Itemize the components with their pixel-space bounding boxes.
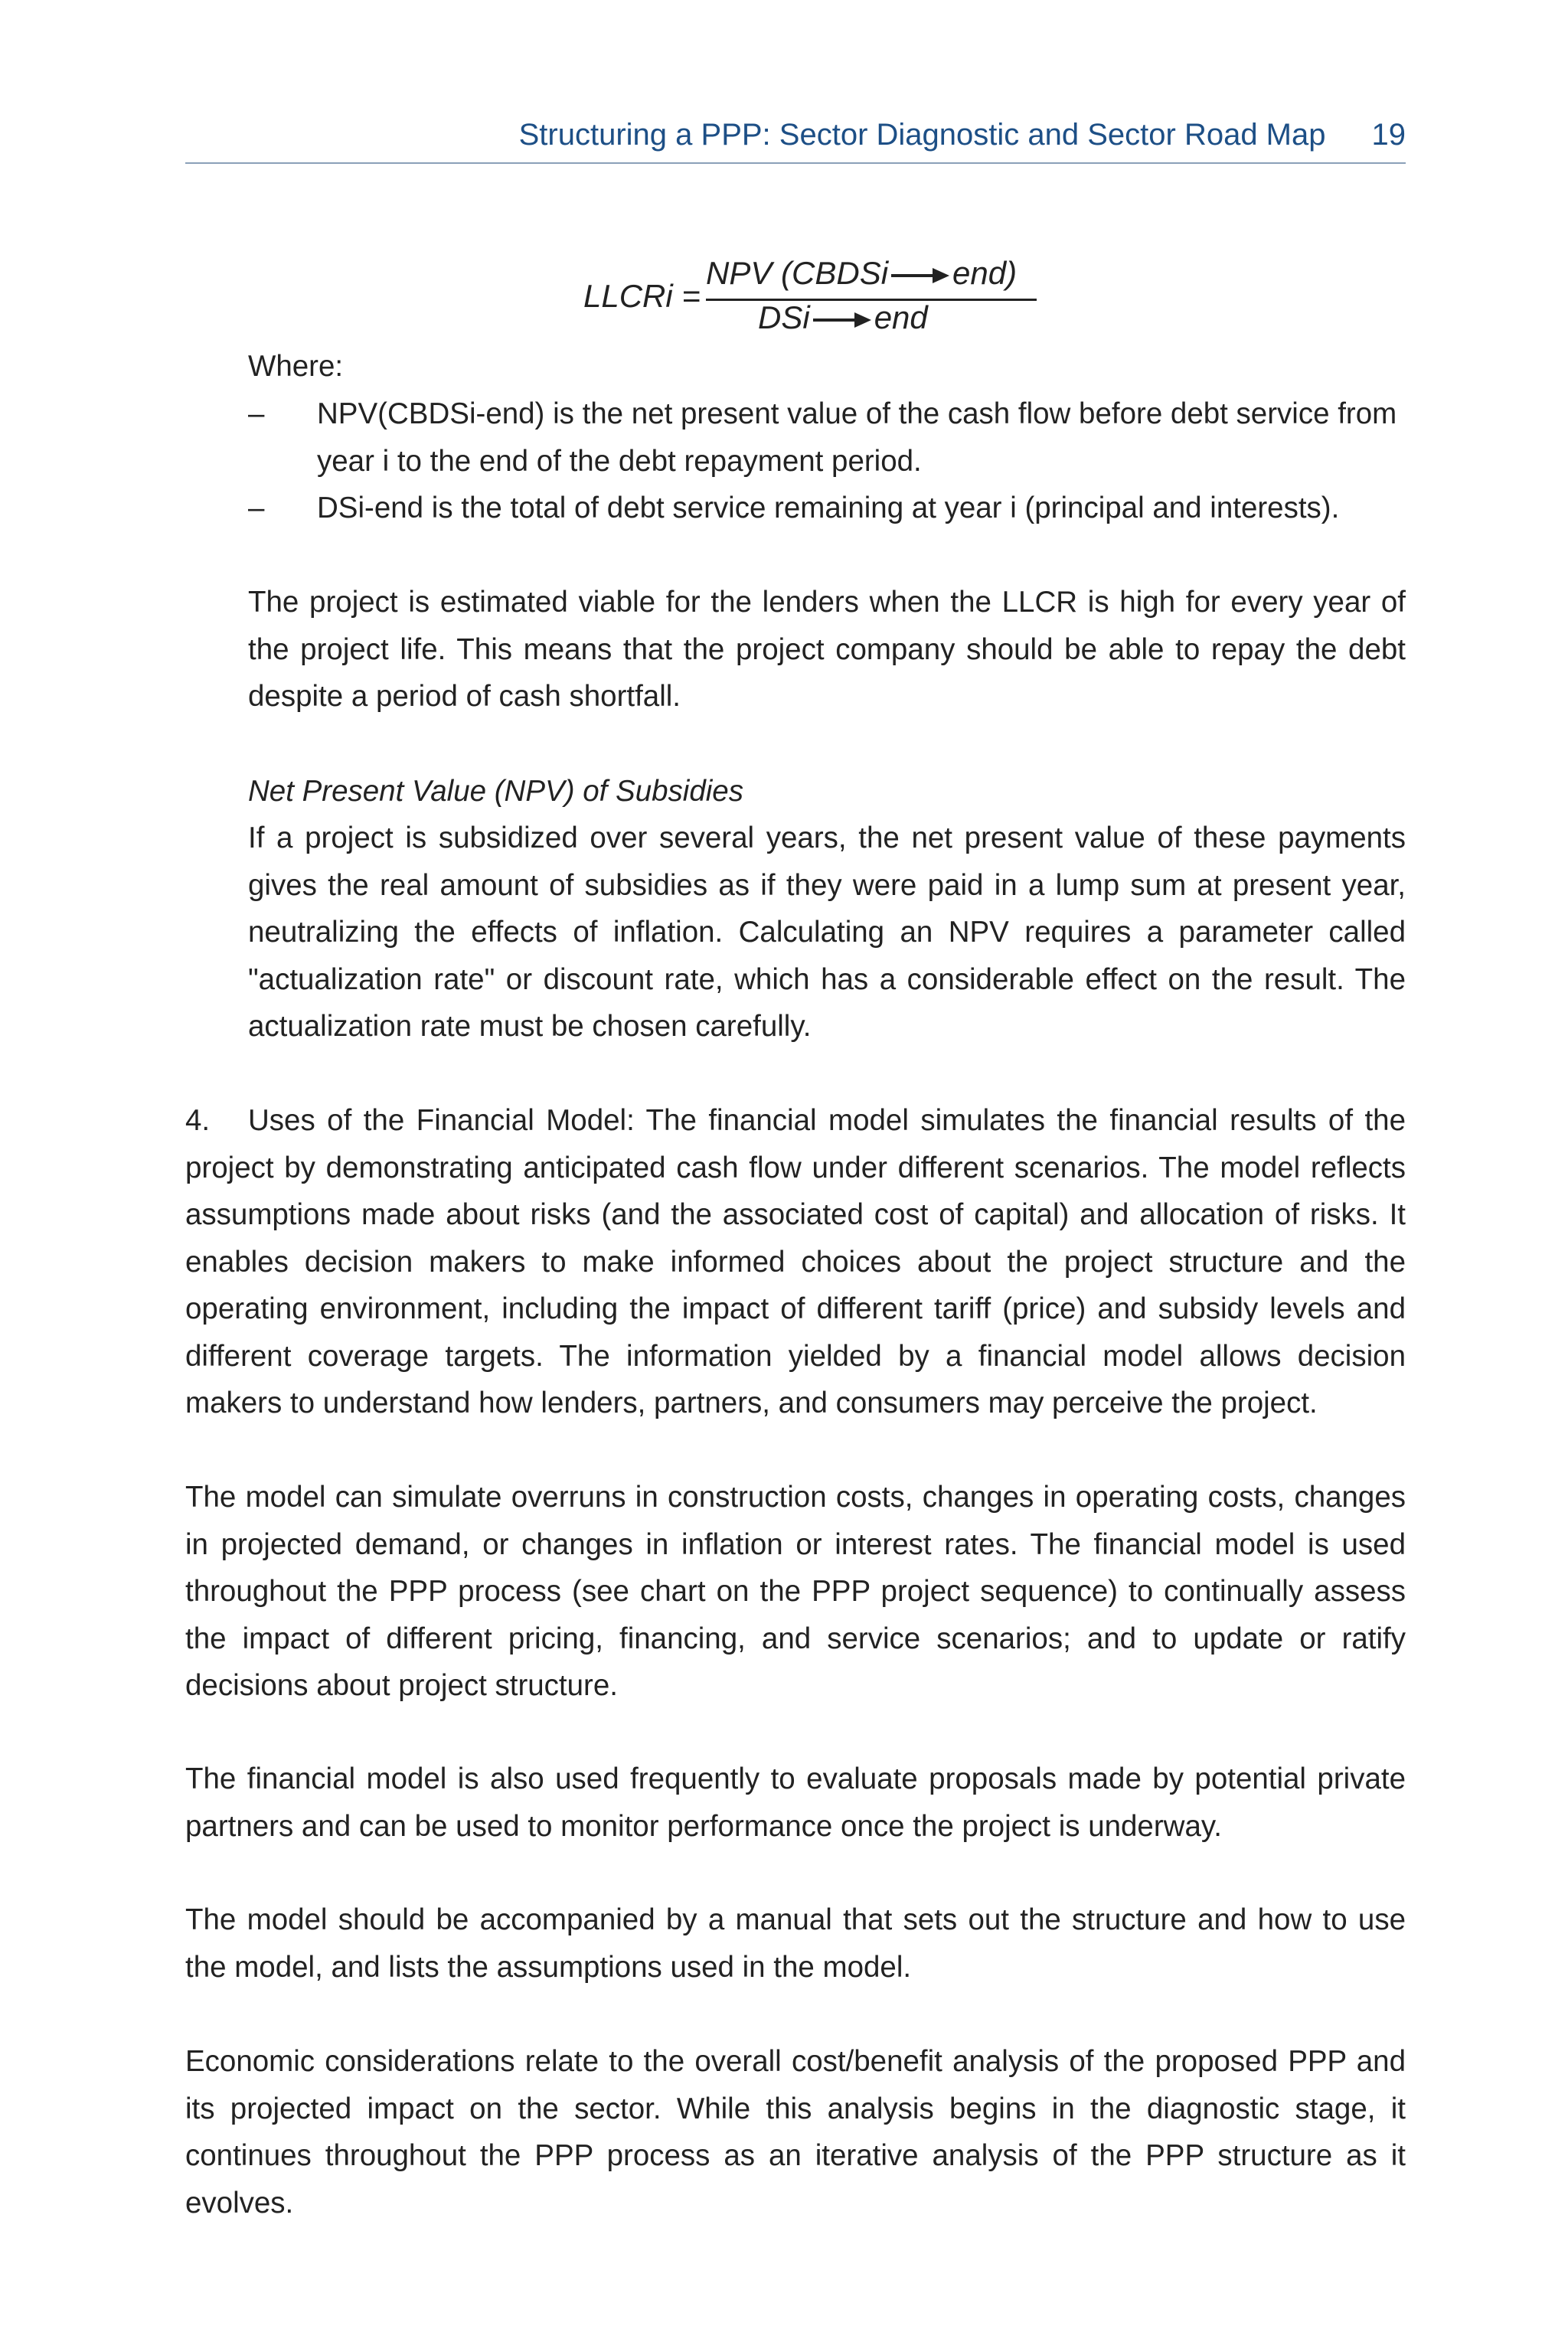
- paragraph-proposals: The financial model is also used frequently to evaluate proposals made by potential private partners and can be used to monitor performance once the project is underway.: [185, 1762, 1406, 1843]
- item-number: 4.: [185, 1104, 211, 1137]
- definition-text: DSi-end is the total of debt service remaining at year i (principal and interests).: [317, 492, 1340, 524]
- right-arrow-icon: [891, 268, 949, 283]
- item-text: Uses of the Financial Model: The financial model simulates the financial results of the project by demonstrating anticipated cash flow under different scenarios. The model reflects assumptions made about risks (and the associated cost of capital) and allocation of risks. It enables decision makers to make informed choices about the project structure and the operating environment, including the impact of different tariff (price) and subsidy levels and different coverage targets. The information yielded by a financial model allows decision makers to understand how lenders, partners, and consumers may perceive the project.: [185, 1104, 1406, 1419]
- page-number: 19: [1371, 117, 1406, 152]
- document-page: [185, 0, 1406, 2352]
- paragraph-model-simulation: The model can simulate overruns in construction costs, changes in operating costs, changes in projected demand, or changes in inflation or interest rates. The financial model is used throughout the PPP process (see chart on the PPP project sequence) to continually assess the impact of different pricing, financing, and service scenarios; and to update or ratify decisions about project structure.: [185, 1481, 1406, 1702]
- formula-numerator: [706, 250, 1037, 301]
- running-header: [185, 107, 1406, 164]
- list-item: [248, 485, 1406, 532]
- right-arrow-icon: [813, 312, 871, 328]
- npv-heading: Net Present Value (NPV) of Subsidies: [248, 775, 743, 808]
- where-label: Where:: [248, 350, 344, 383]
- npv-paragraph: If a project is subsidized over several years, the net present value of these payments gives the real amount of subsidies as if they were paid in a lump sum at present year, neutralizing the effects of inflation. Calculating an NPV requires a parameter called "actualization rate" or discount rate, which has a considerable effect on the result. The actualization rate must be chosen carefully.: [248, 822, 1406, 1043]
- list-item: [248, 390, 1406, 485]
- dash-bullet: –: [248, 397, 265, 430]
- paragraph-manual: The model should be accompanied by a manual that sets out the structure and how to use the model, and lists the assumptions used in the model.: [185, 1903, 1406, 1984]
- dash-bullet: –: [248, 492, 265, 524]
- numerator-right: end): [952, 255, 1018, 291]
- definition-list: [248, 390, 1406, 532]
- paragraph-economic: Economic considerations relate to the overall cost/benefit analysis of the proposed PPP and its projected impact on the sector. While this analysis begins in the diagnostic stage, it continues throughout the PPP process as an iterative analysis of the PPP structure as it evolves.: [185, 2045, 1406, 2220]
- llcr-formula: [583, 250, 1073, 341]
- formula-lhs: LLCRi =: [583, 278, 701, 314]
- definition-text: NPV(CBDSi-end) is the net present value of the cash flow before debt service from year i to the end of the debt repayment period.: [317, 397, 1397, 478]
- numerator-left: NPV (CBDSi: [706, 255, 889, 291]
- header-title: Structuring a PPP: Sector Diagnostic and Sector Road Map: [518, 117, 1326, 152]
- llcr-paragraph: The project is estimated viable for the lenders when the LLCR is high for every year of the project life. This means that the project company should be able to repay the debt despite a period of cash shortfall.: [248, 586, 1406, 713]
- denominator-left: DSi: [758, 299, 810, 335]
- denominator-right: end: [874, 299, 928, 335]
- numbered-item-4: [185, 1097, 1406, 1427]
- formula-denominator: [758, 294, 928, 341]
